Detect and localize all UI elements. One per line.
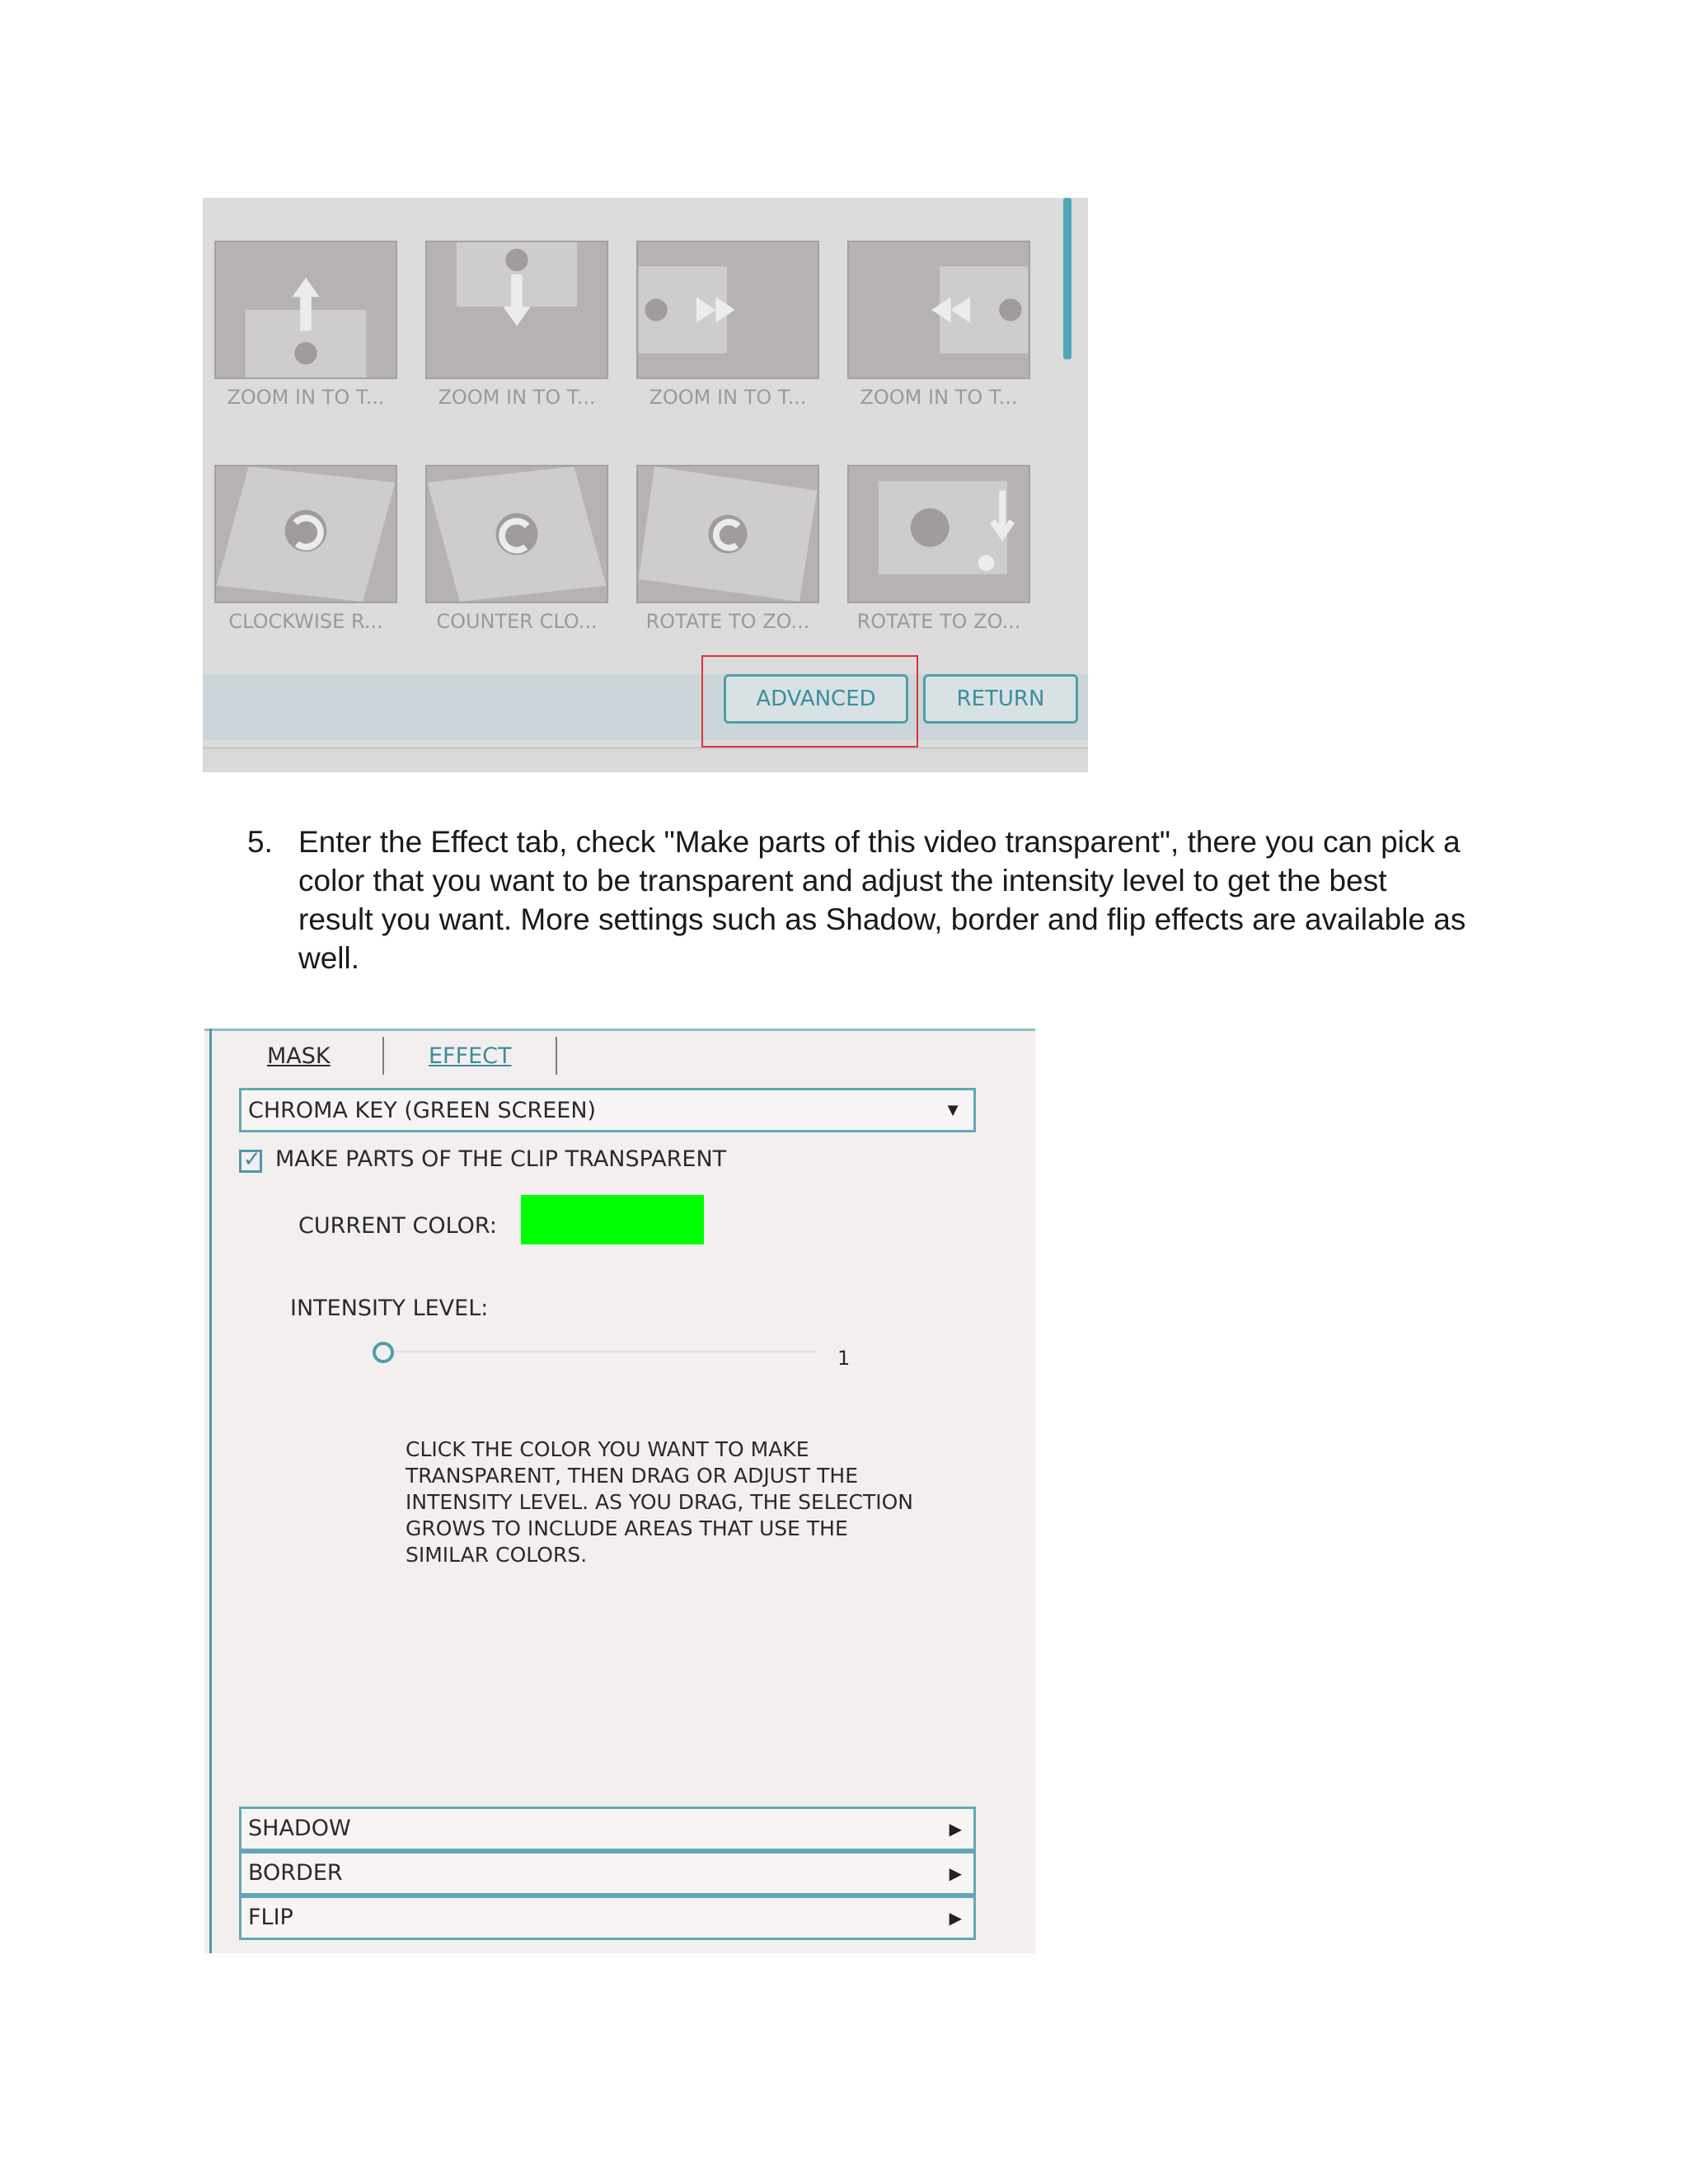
panel-left-border: [209, 1029, 212, 1953]
chroma-key-hint: CLICK THE COLOR YOU WANT TO MAKE TRANSPARENT, THEN DRAG OR ADJUST THE INTENSITY LEVEL. AS YOU DRAG, THE SELECTION GROWS TO INCLUDE AREAS THAT USE THE SIMILAR COLORS.: [406, 1437, 913, 1567]
transition-thumb-zoom-in-left[interactable]: [847, 241, 1030, 379]
checkmark-icon: ✓: [243, 1147, 261, 1172]
section-label: BORDER: [248, 1860, 343, 1886]
transition-label: COUNTER CLO...: [436, 610, 598, 633]
intensity-slider-track[interactable]: [387, 1351, 816, 1352]
transition-thumb-zoom-in-up[interactable]: [214, 241, 397, 379]
step-text: Enter the Effect tab, check "Make parts of this video transparent", there you can pick a color that you want to be transparent and adjust the intensity level to get the best result you want. More settings such as Shadow, border and flip effects are available as well.: [298, 825, 1466, 975]
tab-separator: [556, 1037, 557, 1075]
chevron-down-icon: ▼: [944, 1099, 962, 1120]
section-label: SHADOW: [248, 1816, 351, 1841]
transition-thumb-counter-clockwise-rotate[interactable]: [425, 465, 608, 603]
tab-effect[interactable]: EFFECT: [429, 1043, 512, 1069]
current-color-label: CURRENT COLOR:: [298, 1213, 497, 1239]
chevron-right-icon: ▶: [949, 1865, 962, 1883]
transition-label: ROTATE TO ZO...: [856, 610, 1021, 633]
chevron-right-icon: ▶: [949, 1821, 962, 1839]
transition-thumb-zoom-in-down[interactable]: [425, 241, 608, 379]
tab-mask[interactable]: MASK: [267, 1043, 331, 1069]
intensity-label: INTENSITY LEVEL:: [290, 1296, 489, 1321]
border-section[interactable]: [239, 1851, 976, 1896]
panel-top-border: [204, 1029, 1035, 1031]
flip-section[interactable]: [239, 1896, 976, 1940]
transition-label: ZOOM IN TO T...: [649, 386, 807, 409]
effect-type-value: CHROMA KEY (GREEN SCREEN): [248, 1098, 597, 1123]
advanced-button[interactable]: ADVANCED: [724, 674, 908, 724]
transitions-panel: [203, 198, 1088, 772]
transition-thumb-zoom-in-right[interactable]: [636, 241, 819, 379]
return-button[interactable]: RETURN: [923, 674, 1078, 724]
make-transparent-checkbox[interactable]: [239, 1147, 262, 1173]
transition-label: ZOOM IN TO T...: [438, 386, 596, 409]
transition-label: ZOOM IN TO T...: [860, 386, 1018, 409]
chevron-right-icon: ▶: [949, 1910, 962, 1928]
panel-bottom-edge: [203, 747, 1088, 772]
transition-label: CLOCKWISE R...: [228, 610, 383, 633]
effect-panel: [204, 1029, 1035, 1953]
transition-label: ZOOM IN TO T...: [227, 386, 385, 409]
transition-thumb-rotate-to-zoom[interactable]: [636, 465, 819, 603]
scrollbar[interactable]: [1063, 198, 1071, 359]
current-color-swatch[interactable]: [521, 1195, 704, 1244]
make-transparent-label: MAKE PARTS OF THE CLIP TRANSPARENT: [275, 1146, 727, 1172]
advanced-highlight-box: [701, 655, 918, 748]
intensity-value: 1: [837, 1347, 851, 1370]
tab-separator: [382, 1037, 384, 1075]
step-number: 5.: [247, 825, 273, 859]
intensity-slider-thumb[interactable]: [373, 1342, 394, 1363]
transition-thumb-rotate-to-zoom-2[interactable]: [847, 465, 1030, 603]
transition-label: ROTATE TO ZO...: [645, 610, 810, 633]
effect-type-dropdown[interactable]: [239, 1088, 976, 1132]
transition-thumb-clockwise-rotate[interactable]: [214, 465, 397, 603]
section-label: FLIP: [248, 1905, 293, 1930]
shadow-section[interactable]: [239, 1807, 976, 1851]
